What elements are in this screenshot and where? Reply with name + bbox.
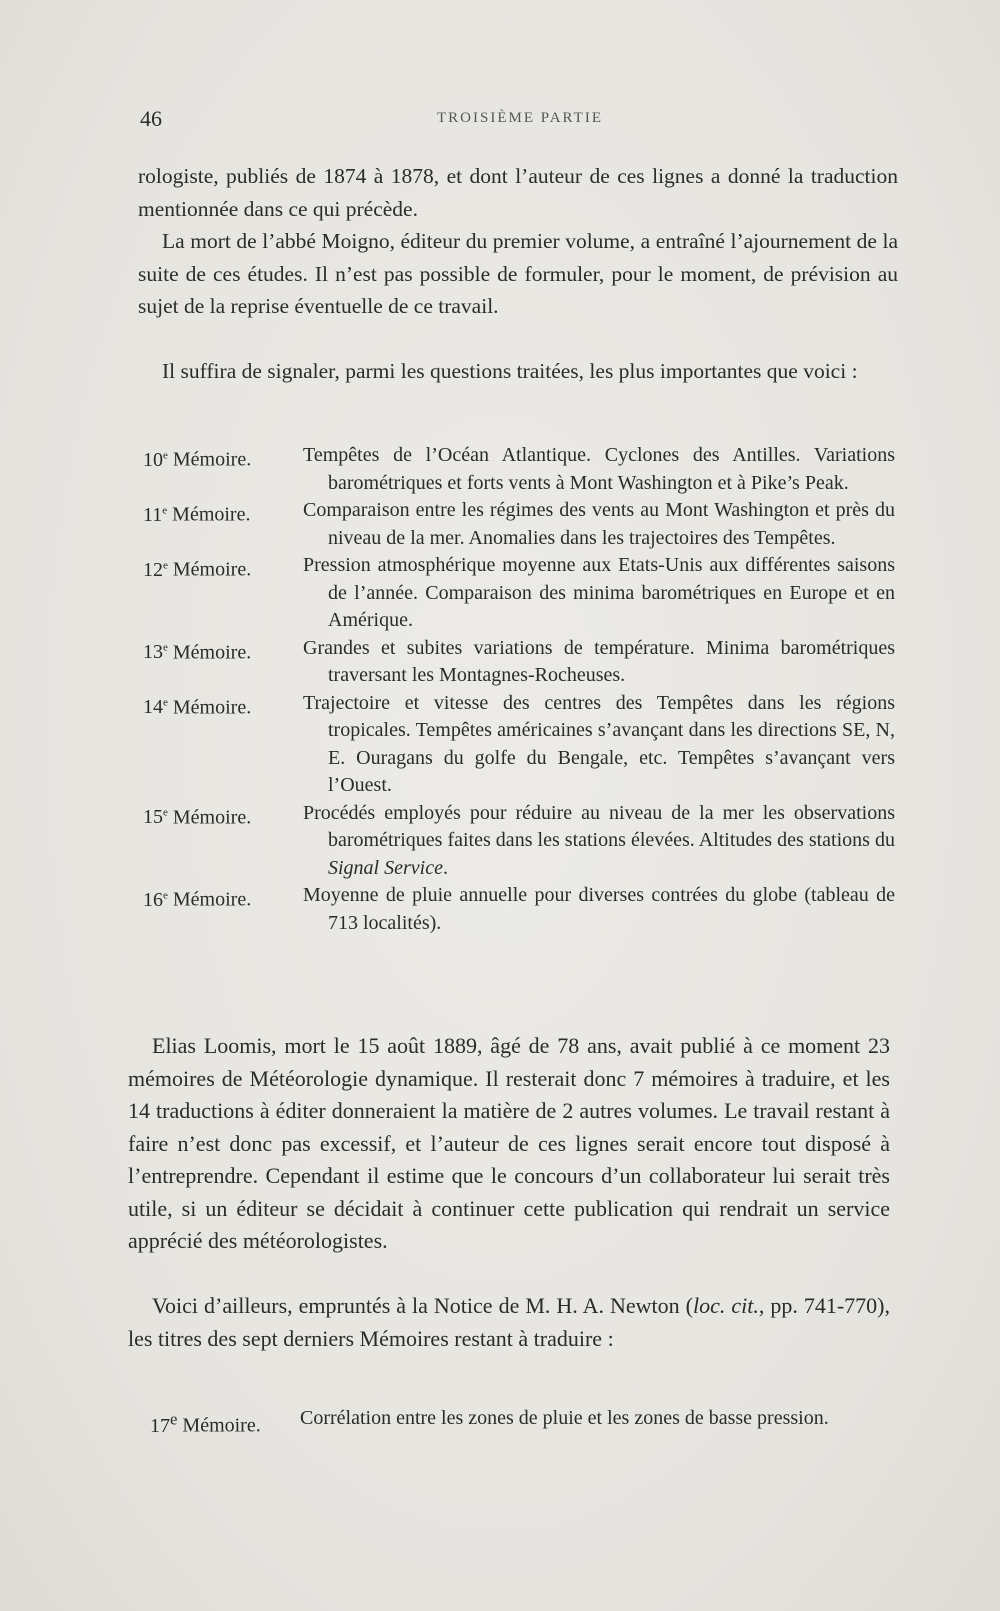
paragraph-1: rologiste, publiés de 1874 à 1878, et dont l’auteur de ces lignes a donné la traduction mentionnée dans ce qui précède. [138,164,898,221]
page-number: 46 [140,106,162,131]
memoir-description: Trajectoire et vitesse des centres des Tempêtes dans les régions tropicales. Tempêtes américaines s’avançant dans les directions SE, N, E. Ouragans du golfe du Bengale, etc. Tempêtes s’avançant vers l’Ouest. [303,691,895,796]
memoir-description: Tempêtes de l’Océan Atlantique. Cyclones des Antilles. Variations barométriques et forts vents à Mont Washington et à Pike’s Peak. [303,444,895,494]
memoir-item [143,800,895,883]
memoir-label: 17e Mémoire. [150,1409,261,1437]
signal-service-italic: Signal Service [328,856,443,879]
memoir-description: Pression atmosphérique moyenne aux Etats-Unis aux différentes saisons de l’année. Comparaison des minima barométriques en Europe et en Amérique. [303,554,895,631]
memoir-list-2 [150,1405,890,1440]
paragraph-5: Voici d’ailleurs, empruntés à la Notice de M. H. A. Newton (loc. cit., pp. 741-770), les titres des sept derniers Mémoires restant à traduire : [128,1293,890,1351]
memoir-item [143,497,895,552]
memoir-description: Grandes et subites variations de température. Minima barométriques traversant les Montagnes-Rocheuses. [303,636,895,686]
memoir-label: 13e Mémoire. [143,641,252,664]
memoir-description: Procédés employés pour réduire au niveau de la mer les observations barométriques faites dans les stations élevées. Altitudes des stations du Signal Service. [303,801,895,879]
memoir-label: 14e Mémoire. [143,696,252,719]
memoir-item [143,442,895,497]
memoir-label: 11e Mémoire. [143,503,251,526]
paragraph-4: Elias Loomis, mort le 15 août 1889, âgé de 78 ans, avait publié à ce moment 23 mémoires de Météorologie dynamique. Il resterait donc 7 mémoires à traduire, et les 14 traductions à éditer donneraient la matière de 2 autres volumes. Le travail restant à faire n’est donc pas excessif, et l’auteur de ces lignes serait encore tout disposé à l’entreprendre. Cependant il estime que le concours d’un collaborateur lui serait très utile, si un éditeur se décidait à continuer cette publication qui rendrait un service apprécié des météorologistes. [128,1033,890,1253]
paragraph-3: Il suffira de signaler, parmi les questions traitées, les plus importantes que voici : [162,359,858,383]
memoir-list [143,442,895,937]
memoir-label: 10e Mémoire. [143,448,252,471]
running-title: TROISIÈME PARTIE [437,110,603,126]
memoir-description: Corrélation entre les zones de pluie et les zones de basse pression. [300,1407,829,1429]
memoir-label: 16e Mémoire. [143,888,252,911]
memoir-label: 12e Mémoire. [143,558,252,581]
memoir-item [143,882,895,937]
memoir-item [143,552,895,635]
memoir-description: Moyenne de pluie annuelle pour diverses contrées du globe (tableau de 713 localités). [303,884,895,934]
paragraph-2: La mort de l’abbé Moigno, éditeur du premier volume, a entraîné l’ajournement de la suite de ces études. Il n’est pas possible de formuler, pour le moment, de prévision au sujet de la reprise éventuelle de ce travail. [138,229,898,318]
memoir-item [150,1405,890,1440]
memoir-item [143,635,895,690]
memoir-item [143,690,895,800]
page-header [140,106,900,140]
memoir-label: 15e Mémoire. [143,806,252,829]
memoir-description: Comparaison entre les régimes des vents au Mont Washington et près du niveau de la mer. Anomalies dans les trajectoires des Tempêtes. [303,499,895,549]
